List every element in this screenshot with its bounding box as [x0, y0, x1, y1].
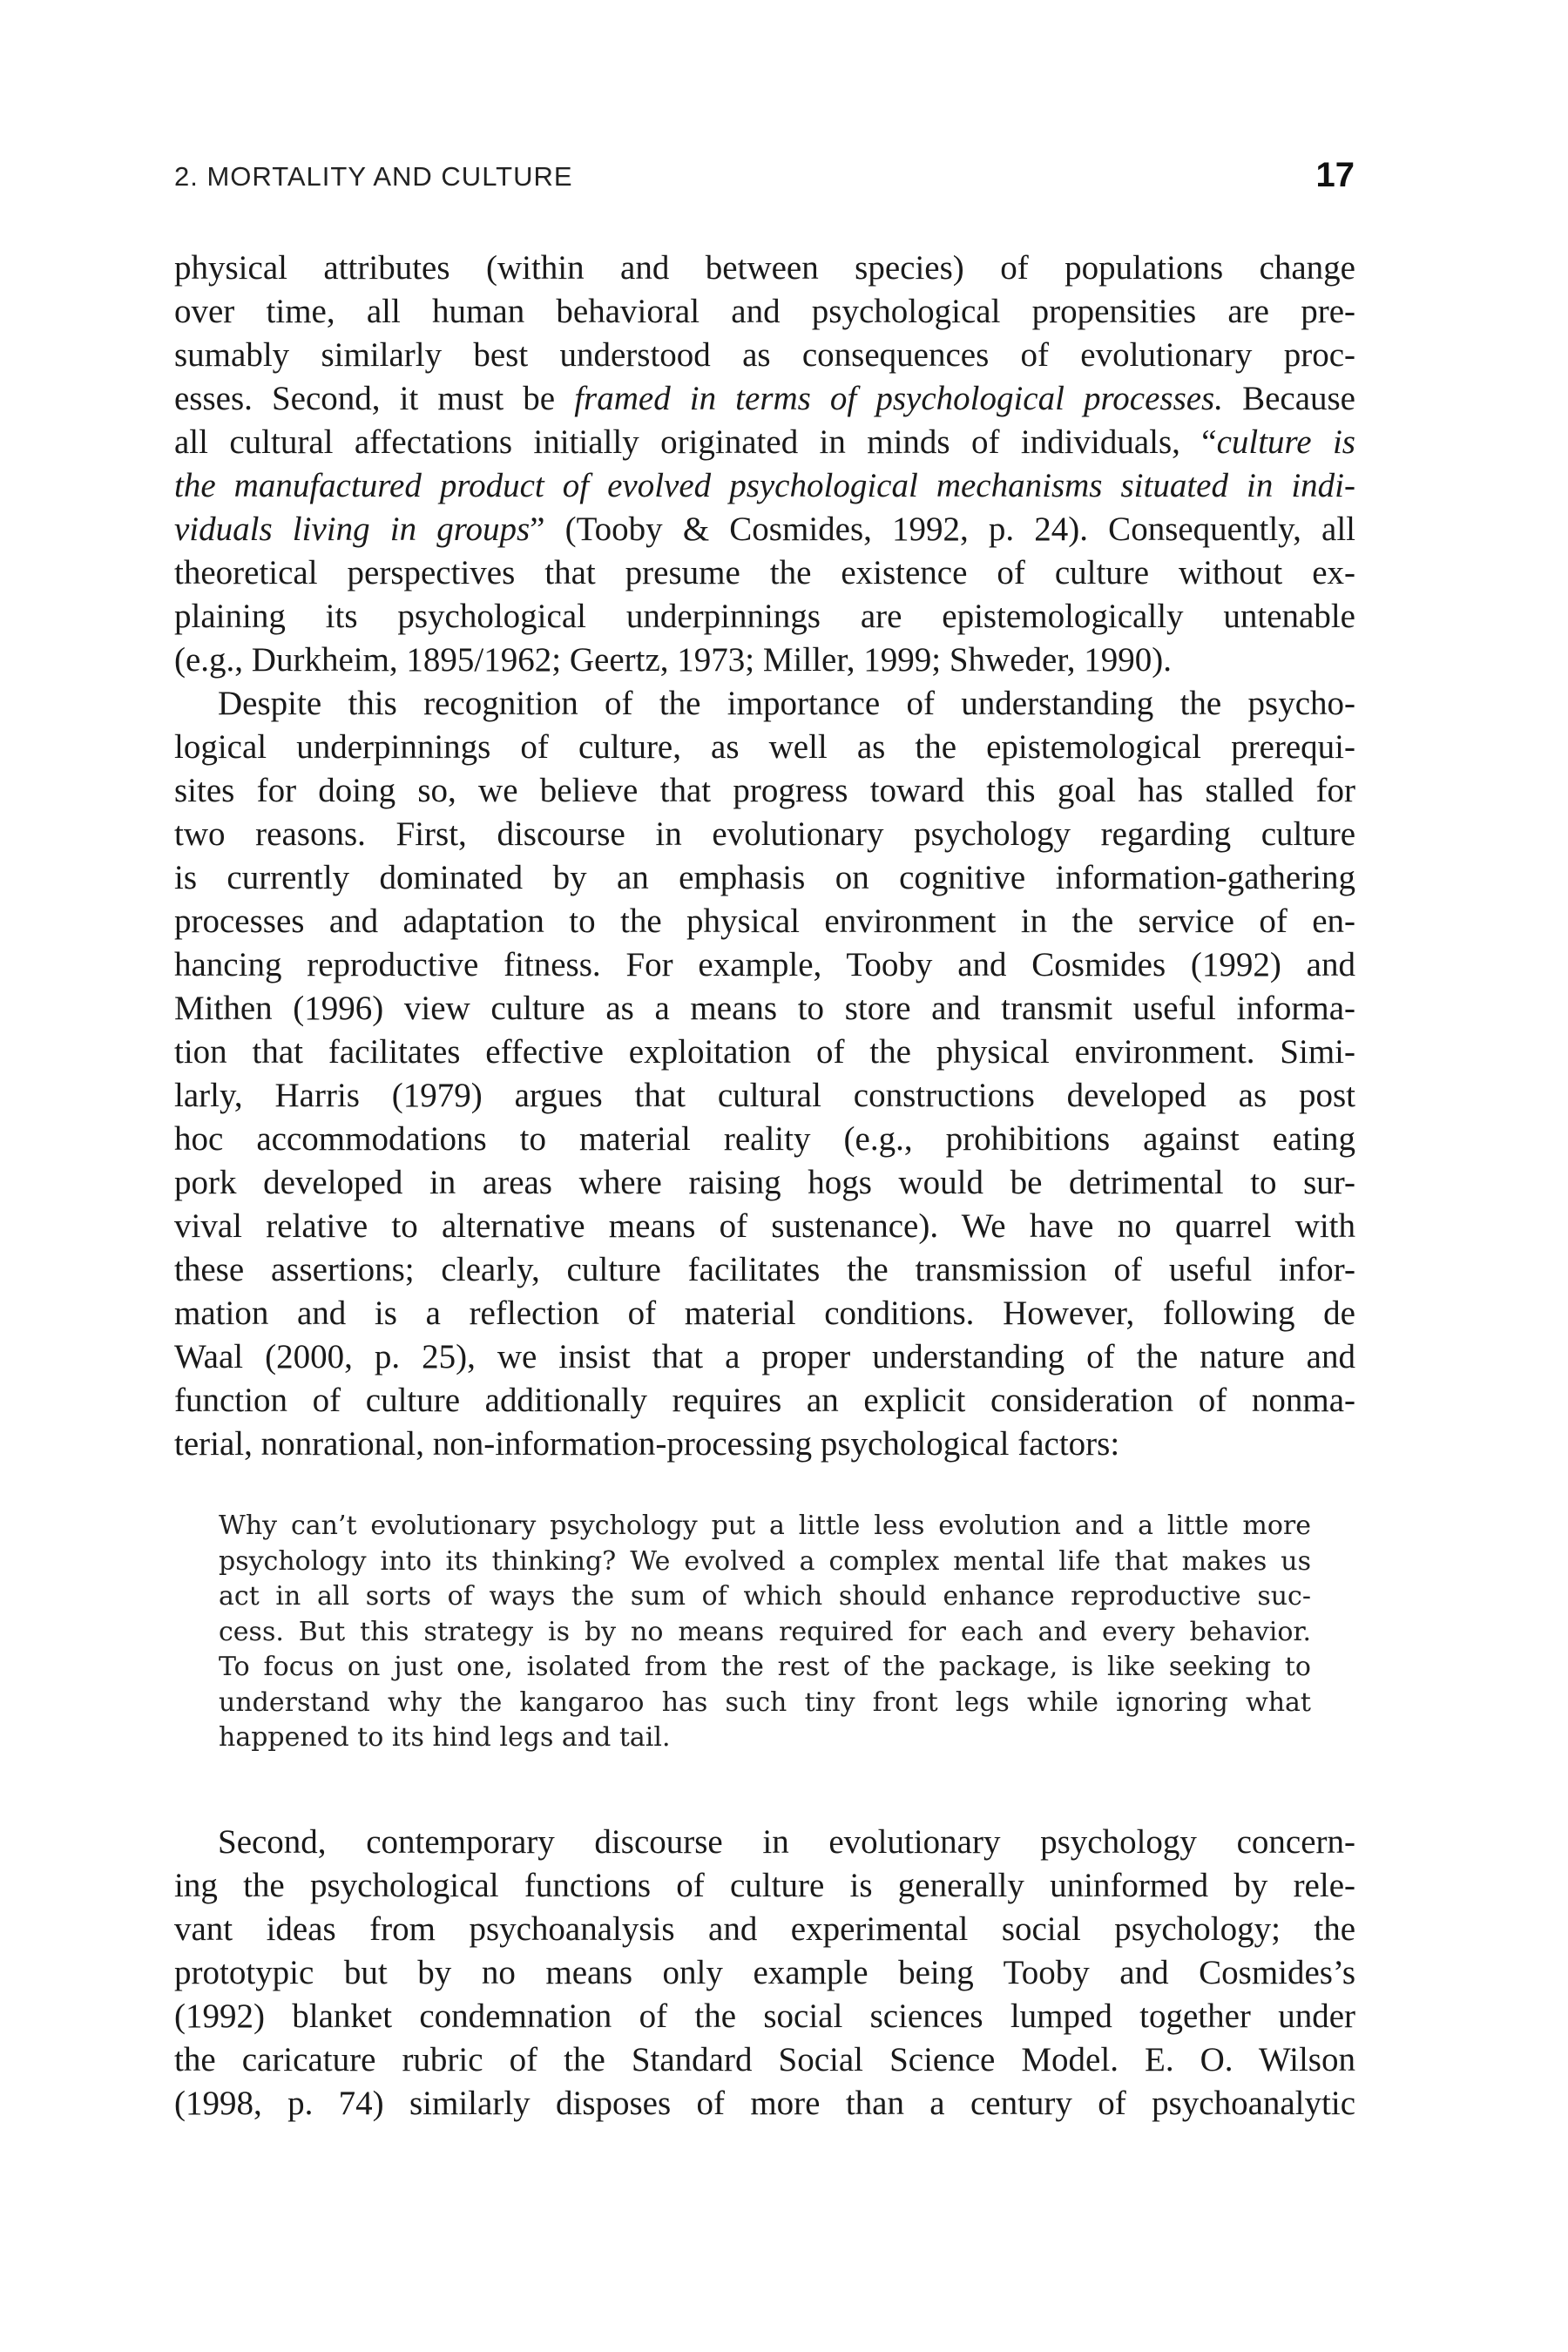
text-line: vant ideas from psychoanalysis and experimental social psychology; the — [174, 1910, 1355, 1948]
text-line: Waal (2000, p. 25), we insist that a proper understanding of the nature and — [174, 1338, 1355, 1375]
text-line — [174, 421, 1355, 464]
body-text — [174, 247, 1355, 1466]
text-line: tion that facilitates effective exploitation of the physical environment. Simi- — [174, 1033, 1355, 1071]
quote-line: psychology into its thinking? We evolved a complex mental life that makes us — [219, 1545, 1311, 1577]
text-line — [174, 377, 1355, 421]
text-line: (1992) blanket condemnation of the social sciences lumped together under — [174, 1997, 1355, 2035]
italic-run: framed in terms of psychological processes. — [574, 380, 1223, 417]
chapter-title: 2. MORTALITY AND CULTURE — [174, 161, 573, 192]
text-line: pork developed in areas where raising hogs would be detrimental to sur- — [174, 1164, 1355, 1201]
text-line: theoretical perspectives that presume the existence of culture without ex- — [174, 554, 1355, 591]
running-header — [174, 156, 1355, 205]
text-line: two reasons. First, discourse in evolutionary psychology regarding culture — [174, 815, 1355, 853]
page-number: 17 — [1315, 156, 1355, 194]
paragraph-3 — [174, 1821, 1355, 2126]
quote-line: act in all sorts of ways the sum of which should enhance reproductive suc- — [219, 1581, 1311, 1612]
text-run: ” (Tooby & Cosmides, 1992, p. 24). Consequently, all — [530, 510, 1356, 548]
text-line: prototypic but by no means only example being Tooby and Cosmides’s — [174, 1954, 1355, 1991]
quote-line: understand why the kangaroo has such tiny front legs while ignoring what — [219, 1686, 1311, 1718]
text-line: ing the psychological functions of culture is generally uninformed by rele- — [174, 1867, 1355, 1904]
text-line: Despite this recognition of the importance of understanding the psycho- — [218, 685, 1355, 722]
italic-run: culture is — [1216, 423, 1355, 461]
text-line: sumably similarly best understood as consequences of evolutionary proc- — [174, 336, 1355, 374]
italic-run: viduals living in groups — [174, 510, 531, 548]
text-line: hoc accommodations to material reality (e.g., prohibitions against eating — [174, 1120, 1355, 1158]
text-line — [174, 508, 1355, 551]
text-line: terial, nonrational, non-information-processing psychological factors: — [174, 1425, 1120, 1463]
text-line: these assertions; clearly, culture facilitates the transmission of useful infor- — [174, 1251, 1355, 1288]
text-line: physical attributes (within and between species) of populations change — [174, 249, 1355, 287]
text-line: over time, all human behavioral and psychological propensities are pre- — [174, 293, 1355, 330]
text-line: the caricature rubric of the Standard Social Science Model. E. O. Wilson — [174, 2041, 1355, 2078]
paragraph-1 — [174, 247, 1355, 682]
text-line: processes and adaptation to the physical environment in the service of en- — [174, 902, 1355, 940]
text-line: vival relative to alternative means of sustenance). We have no quarrel with — [174, 1207, 1355, 1245]
text-line: plaining its psychological underpinnings are epistemologically untenable — [174, 598, 1355, 635]
quote-line: Why can’t evolutionary psychology put a little less evolution and a little more — [219, 1511, 1311, 1541]
quote-line: happened to its hind legs and tail. — [219, 1722, 671, 1753]
text-run: esses. Second, it must be — [174, 380, 575, 417]
text-line — [174, 464, 1355, 508]
paragraph-2 — [174, 682, 1355, 1466]
quote-line: cess. But this strategy is by no means required for each and every behavior. — [219, 1616, 1311, 1647]
text-line: Second, contemporary discourse in evolutionary psychology concern- — [218, 1823, 1355, 1861]
text-line: logical underpinnings of culture, as well as the epistemological prerequi- — [174, 728, 1355, 766]
text-line: (e.g., Durkheim, 1895/1962; Geertz, 1973; Miller, 1999; Shweder, 1990). — [174, 641, 1172, 679]
text-line: larly, Harris (1979) argues that cultural constructions developed as post — [174, 1077, 1355, 1114]
body-text-continued — [174, 1821, 1355, 2126]
block-quote — [219, 1509, 1311, 1756]
text-line: function of culture additionally requires an explicit consideration of nonma- — [174, 1382, 1355, 1419]
text-line: (1998, p. 74) similarly disposes of more than a century of psychoanalytic — [174, 2085, 1355, 2122]
italic-run: the manufactured product of evolved psychological mechanisms situated in indi- — [174, 467, 1355, 504]
text-line: is currently dominated by an emphasis on cognitive information-gathering — [174, 859, 1355, 896]
text-run: Because — [1222, 380, 1355, 417]
text-line: hancing reproductive fitness. For example, Tooby and Cosmides (1992) and — [174, 946, 1355, 983]
text-line: mation and is a reflection of material conditions. However, following de — [174, 1294, 1355, 1332]
text-line: Mithen (1996) view culture as a means to store and transmit useful informa- — [174, 990, 1355, 1027]
quote-line: To focus on just one, isolated from the rest of the package, is like seeking to — [219, 1652, 1311, 1682]
text-run: all cultural affectations initially originated in minds of individuals, “ — [174, 423, 1217, 461]
text-line: sites for doing so, we believe that progress toward this goal has stalled for — [174, 772, 1355, 809]
